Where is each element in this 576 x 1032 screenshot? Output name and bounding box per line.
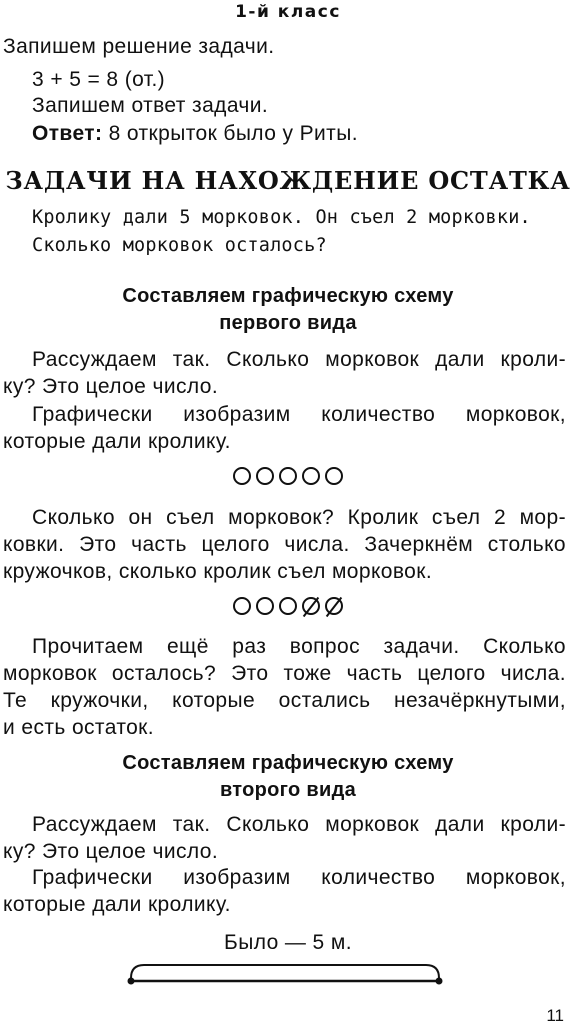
bracket-label: Было — 5 м.	[224, 931, 352, 954]
circle-icon	[233, 597, 251, 615]
section-title: ЗАДАЧИ НА НАХОЖДЕНИЕ ОСТАТКА	[5, 166, 571, 195]
intro-line-answer: Запишем ответ задачи.	[32, 94, 269, 117]
scheme1-p4-line-2: морковок осталось? Это тоже часть целого числа.	[3, 662, 566, 685]
scheme1-p2-line-2: которые дали кролику.	[3, 430, 231, 453]
circle-icon	[279, 597, 297, 615]
scheme2-title-line-1: Составляем графическую схему	[122, 752, 454, 774]
answer-label: Ответ:	[32, 122, 103, 145]
running-header: 1-й класс	[235, 2, 341, 22]
scheme1-p3-line-1: Сколько он съел морковок? Кролик съел 2 мор-	[32, 506, 566, 529]
crossed-circle-icon	[302, 597, 320, 615]
page-number: 11	[546, 1006, 564, 1025]
scheme1-p3-line-2: ковки. Это часть целого числа. Зачеркнём столько	[3, 533, 566, 556]
scheme2-title-line-2: второго вида	[219, 779, 357, 801]
answer-line	[32, 122, 358, 146]
scheme2-p1-line-1: Рассуждаем так. Сколько морковок дали кроли-	[32, 813, 566, 836]
circle-icon	[256, 467, 274, 485]
scheme1-p1-line-2: ку? Это целое число.	[3, 375, 219, 398]
scheme2-p2-line-2: которые дали кролику.	[3, 893, 231, 916]
scheme2-p1-line-2: ку? Это целое число.	[3, 840, 219, 863]
scheme1-p4-line-1: Прочитаем ещё раз вопрос задачи. Сколько	[32, 635, 566, 658]
circle-icon	[256, 597, 274, 615]
equation: 3 + 5 = 8 (от.)	[32, 68, 166, 91]
scheme1-p1-line-1: Рассуждаем так. Сколько морковок дали кроли-	[32, 348, 566, 371]
task-line-1: Кролику дали 5 морковок. Он съел 2 морковки.	[32, 207, 531, 228]
circles-whole	[0, 467, 576, 485]
bracket-arc	[131, 965, 439, 978]
scheme1-p3-line-3: кружочков, сколько кролик съел морковок.	[3, 560, 433, 583]
circle-icon	[325, 467, 343, 485]
scheme1-p4-line-4: и есть остаток.	[3, 716, 155, 739]
circles-crossed-out	[0, 597, 576, 615]
crossed-circle-icon	[325, 597, 343, 615]
scheme2-p2-line-1: Графически изобразим количество морковок,	[32, 866, 566, 889]
circle-icon	[302, 467, 320, 485]
answer-text: 8 открыток было у Риты.	[108, 122, 358, 145]
circle-icon	[233, 467, 251, 485]
segment-start-point	[128, 978, 135, 985]
scheme1-p2-line-1: Графически изобразим количество морковок,	[32, 403, 566, 426]
circle-icon	[279, 467, 297, 485]
intro-line-solution: Запишем решение задачи.	[3, 35, 275, 58]
scheme1-p4-line-3: Те кружочки, которые остались незачёркнутыми,	[3, 689, 566, 712]
task-line-2: Сколько морковок осталось?	[32, 235, 327, 256]
segment-scheme	[124, 958, 446, 988]
scheme1-title-line-2: первого вида	[219, 312, 357, 334]
scheme1-title-line-1: Составляем графическую схему	[122, 285, 454, 307]
segment-end-point	[436, 978, 443, 985]
